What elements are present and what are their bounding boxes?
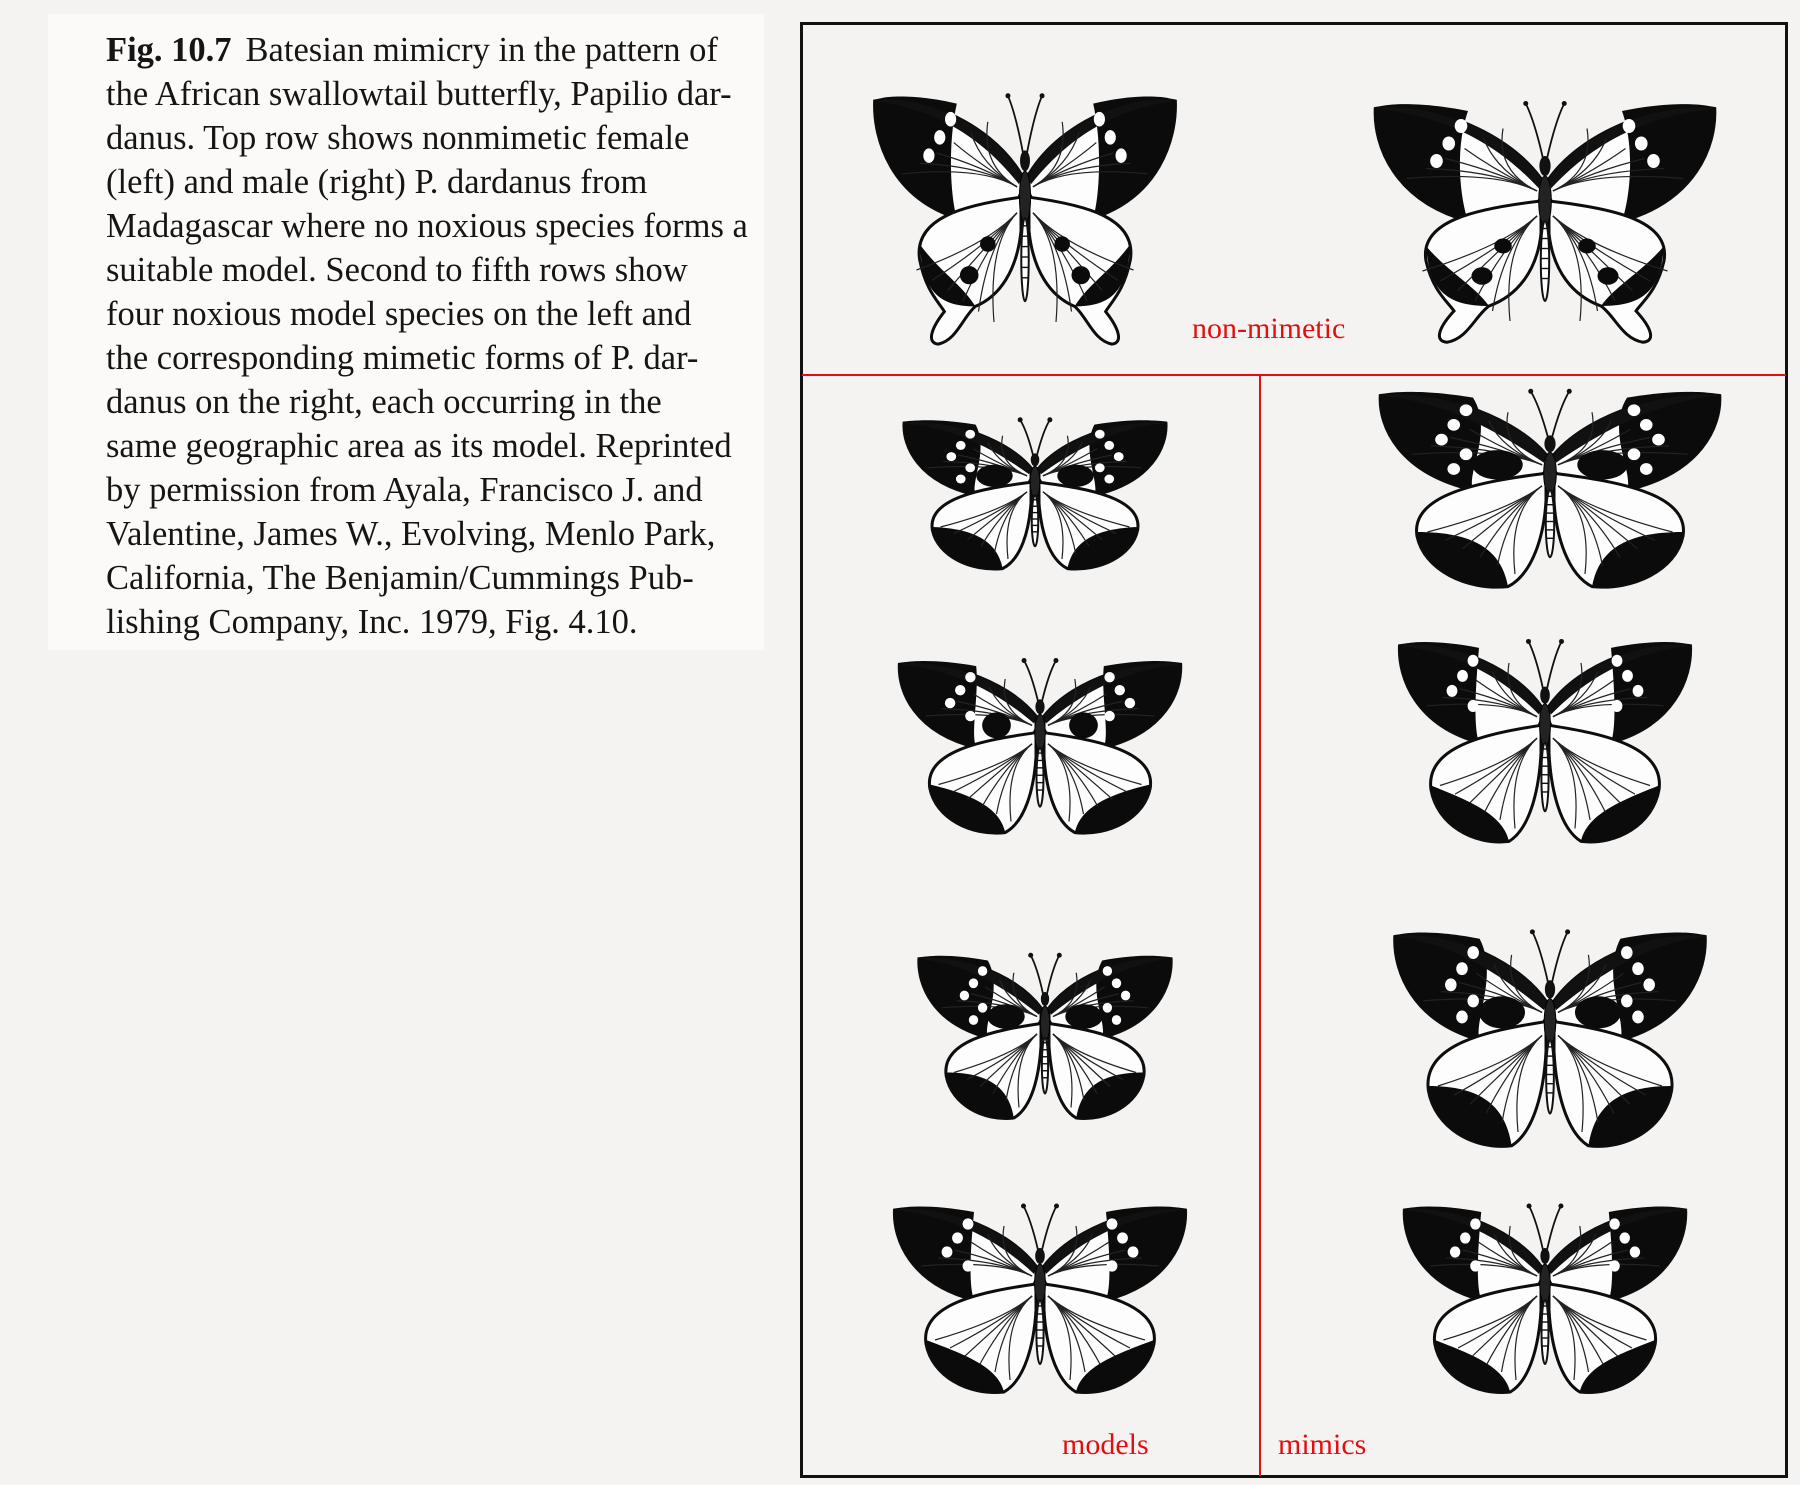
caption-line: the corresponding mimetic forms of P. dar-: [106, 339, 699, 377]
caption-line: four noxious model species on the left and: [106, 295, 692, 333]
caption-panel: [48, 14, 764, 650]
butterfly-mimic-4: [1400, 1200, 1690, 1400]
caption-line: same geographic area as its model. Reprinted: [106, 427, 732, 465]
label-mimics: mimics: [1278, 1428, 1367, 1461]
butterfly-model-1: [900, 415, 1170, 575]
caption-line: danus. Top row shows nonmimetic female: [106, 119, 690, 157]
caption-line: suitable model. Second to fifth rows show: [106, 251, 688, 289]
caption-line: by permission from Ayala, Francisco J. and: [106, 471, 703, 509]
butterfly-model-4: [890, 1200, 1190, 1400]
caption-line: Madagascar where no noxious species forms a: [106, 207, 748, 245]
divider-horizontal: [802, 374, 1786, 376]
caption-line: Batesian mimicry in the pattern of: [245, 31, 718, 69]
butterfly-nonmimetic-female: [870, 88, 1180, 348]
caption-line: lishing Company, Inc. 1979, Fig. 4.10.: [106, 603, 638, 641]
butterfly-mimic-1: [1375, 385, 1725, 595]
caption-line: California, The Benjamin/Cummings Pub-: [106, 559, 694, 597]
butterfly-model-2: [895, 655, 1185, 840]
butterfly-mimic-2: [1395, 635, 1695, 850]
caption-line: the African swallowtail butterfly, Papilio dar-: [106, 75, 732, 113]
label-models: models: [1062, 1428, 1149, 1461]
figure-caption: [106, 28, 806, 644]
butterfly-model-3: [915, 950, 1175, 1125]
caption-line: danus on the right, each occurring in the: [106, 383, 662, 421]
caption-line: (left) and male (right) P. dardanus from: [106, 163, 648, 201]
butterfly-nonmimetic-male: [1370, 96, 1720, 346]
divider-vertical: [1259, 376, 1261, 1476]
caption-line: Valentine, James W., Evolving, Menlo Park,: [106, 515, 716, 553]
figure-number: Fig. 10.7: [106, 31, 232, 69]
label-non-mimetic: non-mimetic: [1192, 312, 1346, 345]
butterfly-mimic-3: [1390, 925, 1710, 1155]
